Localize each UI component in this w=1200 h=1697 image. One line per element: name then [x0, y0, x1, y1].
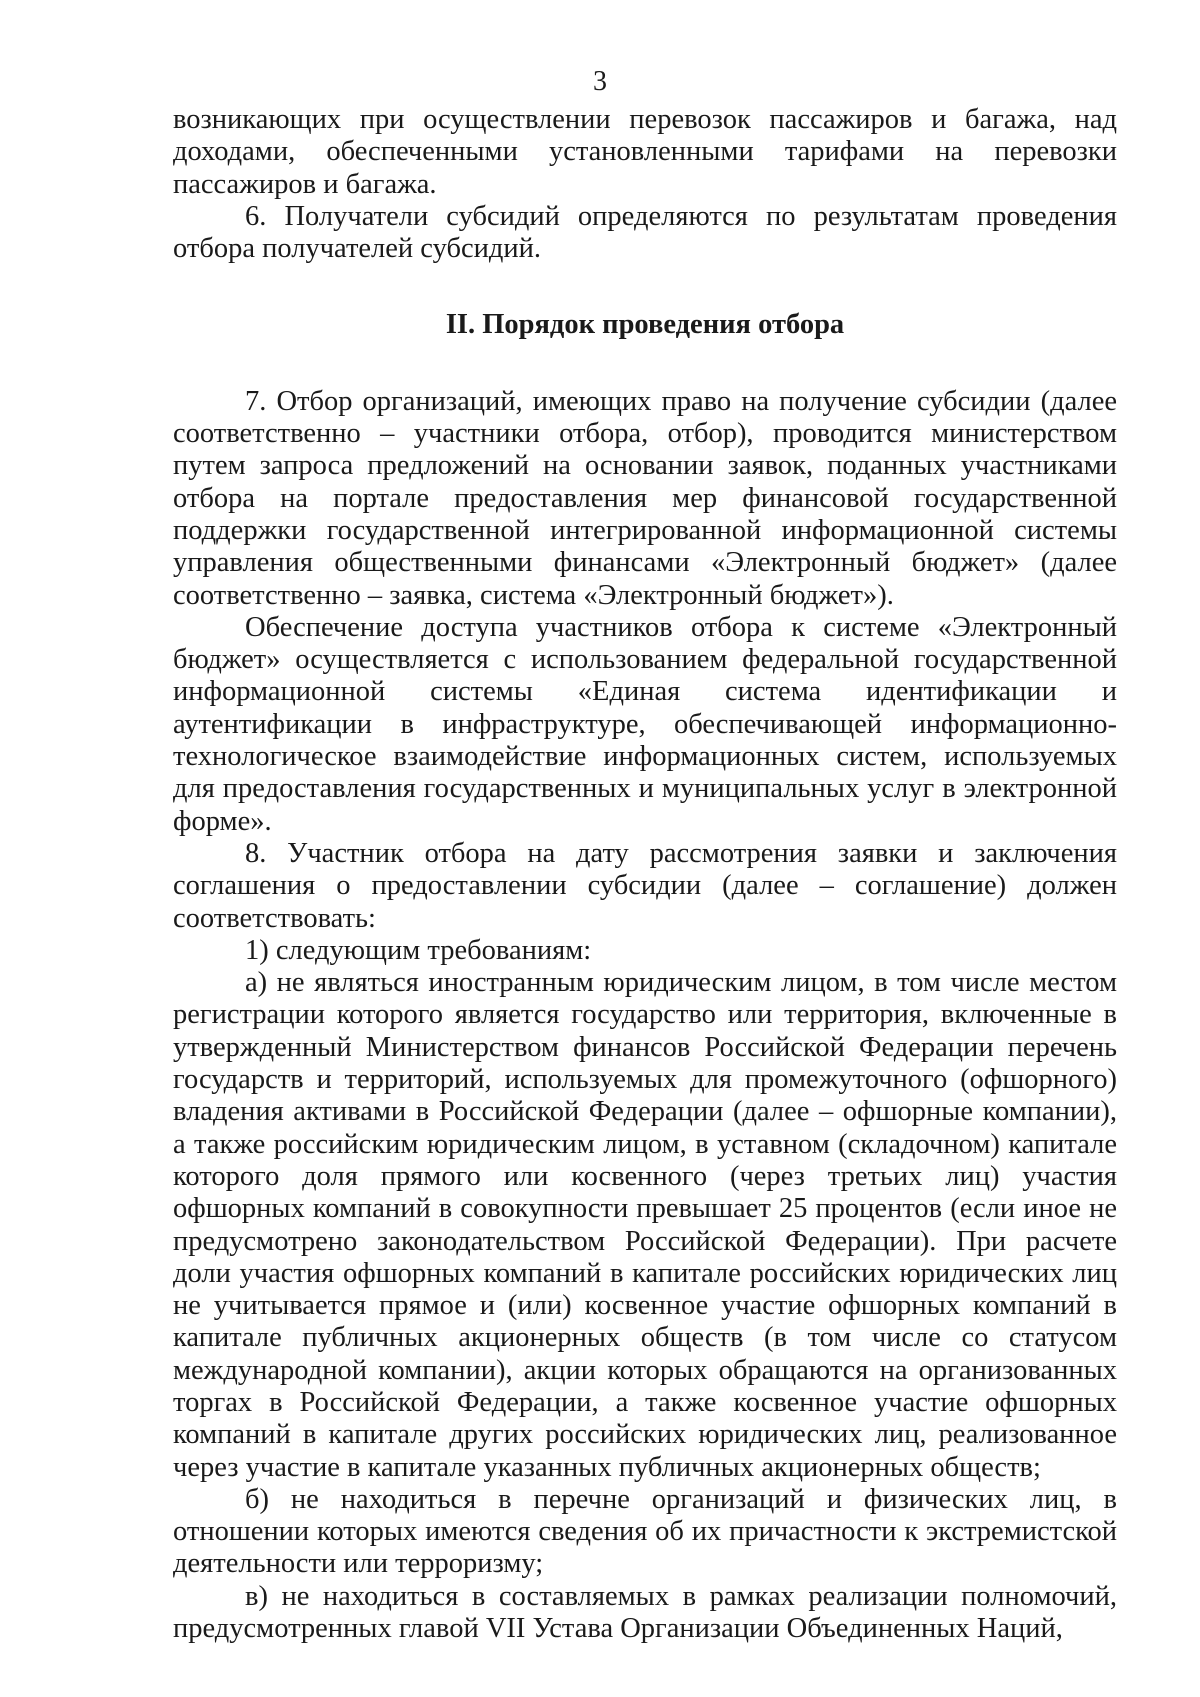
- paragraph-item-6: 6. Получатели субсидий определяются по результатам проведения отбора получателей субсидий.: [173, 200, 1117, 265]
- paragraph-subitem-v: в) не находиться в составляемых в рамках реализации полномочий, предусмотренных главой VII Устава Организации Объединенных Наций,: [173, 1580, 1117, 1645]
- page-number: 3: [593, 66, 607, 97]
- section-heading: II. Порядок проведения отбора: [445, 309, 845, 341]
- paragraph-access: Обеспечение доступа участников отбора к системе «Электронный бюджет» осуществляется с использованием федеральной государственной информационной системы «Единая система идентификации и аутентификации в инфраструктуре, обеспечивающей информационно-технологическое взаимодействие информационных систем, используемых для предоставления государственных и муниципальных услуг в электронной форме».: [173, 611, 1117, 837]
- paragraph-subitem-a: а) не являться иностранным юридическим лицом, в том числе местом регистрации которого является государство или территория, включенные в утвержденный Министерством финансов Российской Федерации перечень государств и территорий, используемых для промежуточного (офшорного) владения активами в Российской Федерации (далее – офшорные компании), а также российским юридическим лицом, в уставном (складочном) капитале которого доля прямого или косвенного (через третьих лиц) участия офшорных компаний в совокупности превышает 25 процентов (если иное не предусмотрено законодательством Российской Федерации). При расчете доли участия офшорных компаний в капитале российских юридических лиц не учитывается прямое и (или) косвенное участие офшорных компаний в капитале публичных акционерных обществ (в том числе со статусом международной компании), акции которых обращаются на организованных торгах в Российской Федерации, а также косвенное участие офшорных компаний в капитале других российских юридических лиц, реализованное через участие в капитале указанных публичных акционерных обществ;: [173, 967, 1117, 1483]
- paragraph-subitem-1: 1) следующим требованиям:: [245, 934, 592, 966]
- paragraph-item-7: 7. Отбор организаций, имеющих право на получение субсидии (далее соответственно – участники отбора, отбор), проводится министерством путем запроса предложений на основании заявок, поданных участниками отбора на портале предоставления мер финансовой государственной поддержки государственной интегрированной информационной системы управления общественными финансами «Электронный бюджет» (далее соответственно – заявка, система «Электронный бюджет»).: [173, 385, 1117, 611]
- paragraph-continuation: возникающих при осуществлении перевозок пассажиров и багажа, над доходами, обеспеченными установленными тарифами на перевозки пассажиров и багажа.: [173, 104, 1117, 200]
- document-body: [173, 104, 1117, 1645]
- paragraph-subitem-b: б) не находиться в перечне организаций и физических лиц, в отношении которых имеются сведения об их причастности к экстремистской деятельности или терроризму;: [173, 1483, 1117, 1580]
- paragraph-item-8: 8. Участник отбора на дату рассмотрения заявки и заключения соглашения о предоставлении субсидии (далее – соглашение) должен соответствовать:: [173, 837, 1117, 934]
